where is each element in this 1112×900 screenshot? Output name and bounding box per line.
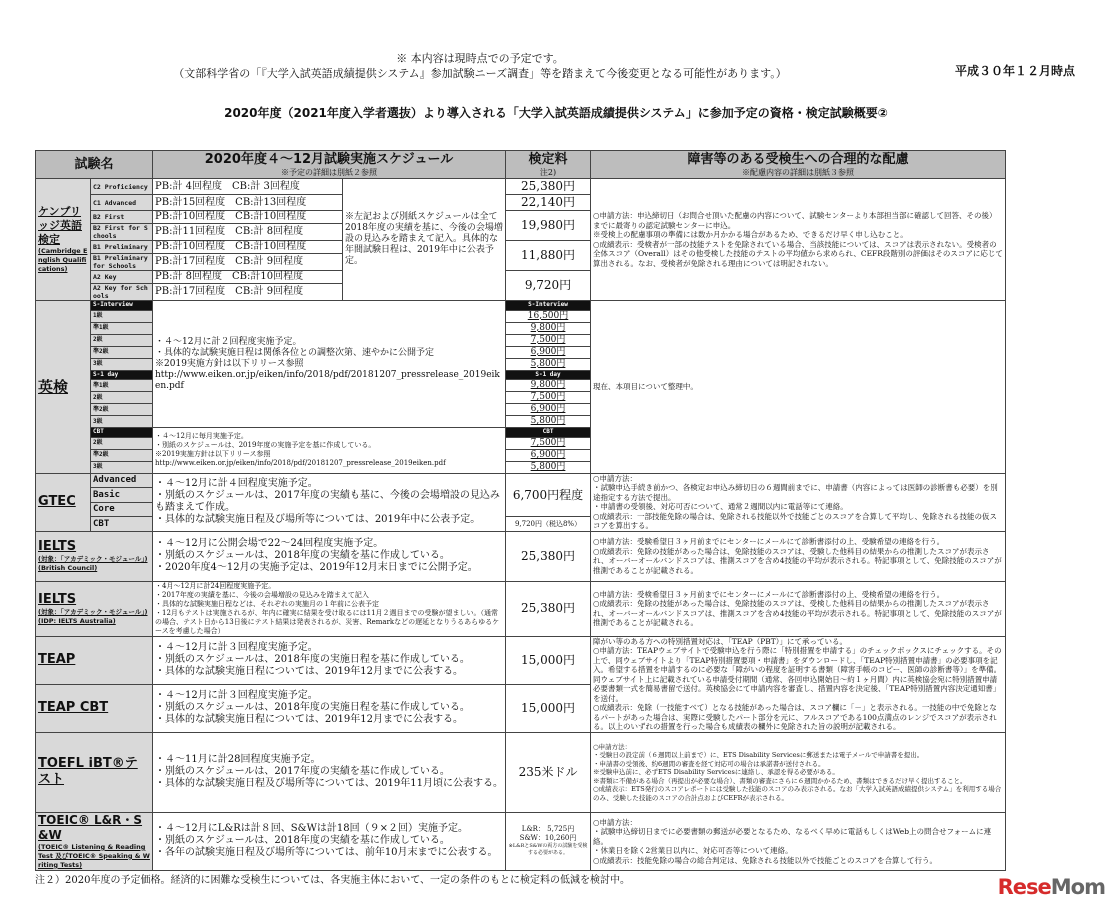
schedule-count: PB:計 4回程度 CB:計 3回程度 bbox=[153, 179, 343, 195]
fee-value: 22,140円 bbox=[506, 195, 591, 211]
exam-name-ielts_idp bbox=[36, 581, 153, 636]
exam-name-toeic bbox=[36, 812, 153, 870]
exam-name: 英検 bbox=[38, 377, 69, 396]
toefl.rules-line: ※書類に不備がある場合（再提出が必要な場合）、書類の審査にさらに６週間かかるため、書類はできるだけ早く提出すること。 bbox=[593, 776, 967, 785]
rules-cell bbox=[591, 581, 1006, 636]
fee-lr: L&R： 5,725円 bbox=[521, 825, 575, 834]
document-title: 2020年度（2021年度入学者選抜）より導入される「大学入試英語成績提供システム」に参加予定の資格・検定試験概要② bbox=[224, 106, 888, 120]
ielts_bc.sched-line: ・４～12月に公開会場で22～24回程度実施予定。 bbox=[155, 538, 384, 550]
fee-cell: 15,000円 bbox=[506, 684, 591, 732]
level-label: 2級 bbox=[91, 437, 153, 449]
toefl.rules-line: ○成績表示：ETS発行のスコアレポートには受験した技能のスコアのみ表示される。なお「大学入試英語成績提供システム」を利用する場合のみ、受験した技能のスコアの合計点およびCEFRが表示される。 bbox=[593, 785, 1002, 802]
fee-value: 6,900円 bbox=[506, 449, 591, 461]
schedule-cell bbox=[153, 636, 506, 684]
level-label: A2 Key for Schools bbox=[91, 284, 153, 301]
ielts_bc.sched-line: ・別紙のスケジュールは、2018年度の実績を基に作成している。 bbox=[155, 550, 450, 562]
toefl.rules-line: ※受験申込前に、必ずETS Disability Servicesに連絡し、承認を得る必要がある。 bbox=[593, 768, 839, 777]
fee-cell: 25,380円 bbox=[506, 581, 591, 636]
level-label: 3級 bbox=[91, 416, 153, 428]
eiken.sched2-line: http://www.eiken.or.jp/eiken/info/2018/pdf/20181207_pressrelease_2019eiken.pdf bbox=[155, 459, 446, 468]
ielts_idp.sched-line: ・具体的な試験実施日程などは、それぞれの実施月の１年前に公表予定 bbox=[155, 599, 380, 608]
fee-value: 9,720円 bbox=[506, 271, 591, 301]
toefl.sched-line: ・具体的な試験実施日程及び場所等については、2019年11月頃に公表する。 bbox=[155, 778, 503, 790]
rules-cell bbox=[591, 531, 1006, 581]
table-row bbox=[36, 732, 1006, 812]
schedule-count: PB:計11回程度 CB:計 8回程度 bbox=[153, 224, 343, 241]
fee-note: 9,720円（税込8%） bbox=[506, 517, 591, 532]
exam-overview-table bbox=[35, 150, 1006, 871]
eiken.sched2-line: ※2019実施方針は以下リリース参照 bbox=[155, 450, 271, 459]
ielts_idp.rules-line: ○成績表示：免除の技能があった場合は、免除技能のスコアは、受検した他科目の結果からの推測したスコアが表示され、オーバーオールバンドスコアは、推測スコアを含め4技能の平均が表示される。特記事項として、免除技能のスコアが推測であることが記載される。 bbox=[593, 599, 1002, 628]
resemom-logo: ReseMom bbox=[997, 874, 1105, 899]
exam-name: IELTS bbox=[38, 591, 77, 607]
fee-sw: S&W：10,260円 bbox=[519, 834, 577, 843]
level-label: CBT bbox=[91, 517, 153, 532]
content-area bbox=[35, 150, 1105, 900]
schedule-cell bbox=[153, 812, 506, 870]
exam-name: TOEFL iBT®テスト bbox=[38, 756, 138, 788]
footer-row bbox=[35, 874, 1105, 900]
ielts_bc.rules-line: ○申請方法：受験希望日３ヶ月前までにセンターにメールにて診断書添付の上、受験希望の連絡を行う。 bbox=[593, 537, 945, 547]
exam-name-toefl bbox=[36, 732, 153, 812]
schedule-cell bbox=[153, 428, 506, 474]
schedule-count: PB:計 8回程度 CB:計10回程度 bbox=[153, 271, 343, 284]
footnote: 注２）2020年度の予定価格。経済的に困難な受検生については、各実施主体において、一定の条件のもとに検定料の低減を検討中。 bbox=[35, 874, 631, 886]
toeic.sched-line: ・４～12月にL&Rは計８回、S&Wは計18回（９×２回）実施予定。 bbox=[155, 823, 468, 835]
ielts_idp.rules-line: ○申請方法：受検希望日３ヶ月前までにセンターにメールにて診断書添付の上、受検希望の連絡を行う。 bbox=[593, 589, 945, 599]
rules-cell bbox=[591, 732, 1006, 812]
teap_rules-line: ○成績表示：免除（一技能すべて）となる技能があった場合は、スコア欄に「－」と表示される。一技能の中で免除となるパートがあった場合は、実際に受験したパート部分を元に、フルスコアである100点満点のレンジでスコアが表示される。以上のいずれの措置を行った場合も成績表の欄外に免除された旨の説明が記載される。 bbox=[593, 703, 997, 732]
toeic.rules-line: ○申請方法： bbox=[593, 817, 638, 827]
schedule-cell bbox=[153, 581, 506, 636]
table-row bbox=[36, 531, 1006, 581]
exam-name: TOEIC® L&R・S&W bbox=[38, 812, 143, 842]
fee-value: 25,380円 bbox=[506, 179, 591, 195]
fee-value: 5,800円 bbox=[506, 416, 591, 428]
gtec.sched-line: ・４～12月に計４回程度実施予定。 bbox=[155, 478, 318, 490]
table-row bbox=[36, 179, 1006, 195]
level-label: 準1級 bbox=[91, 322, 153, 334]
teap_cbt.sched-line: ・４～12月に計３回程度実施予定。 bbox=[155, 690, 318, 702]
fee-value: 6,700円程度 bbox=[506, 473, 591, 517]
toeic.rules-line: ・試験申込締切日までに必要書類の郵送が必要となるため、なるべく早めに電話もしくはWeb上の問合せフォームに連絡。 bbox=[593, 827, 992, 846]
header-exam-name: 試験名 bbox=[36, 151, 153, 179]
level-label: A2 Key bbox=[91, 271, 153, 284]
header-fee: 検定料 注2) bbox=[506, 151, 591, 179]
fee-value: 5,800円 bbox=[506, 358, 591, 370]
rules-cell: 現在、本項目について整理中。 bbox=[591, 301, 1006, 474]
schedule-note: ※左記および別紙スケジュールは全て2018年度の実績を基に、今後の会場増設の見込みを踏まえて記入。具体的な年間試験日程は、2019年中に公表予定。 bbox=[343, 179, 506, 301]
level-header: S-Interview bbox=[91, 301, 153, 311]
toefl.sched-line: ・４～11月に計28回程度実施予定。 bbox=[155, 754, 321, 766]
schedule-count: PB:計10回程度 CB:計10回程度 bbox=[153, 211, 343, 224]
exam-name-sub: (TOEIC® Listening & Reading Test 及びTOEIC® Speaking & Writing Tests) bbox=[38, 842, 150, 869]
ielts_idp.sched-line: ・12月もテストは実施されるが、年内に確実に結果を受け取るには11月２週目までの受験が望ましい。（通常の場合、テスト日から13日後にテスト結果は発表されるが、災害、Remarkなどの遅延となりうるあらゆるケースを考慮した場合） bbox=[155, 608, 500, 635]
notice-line-1: ※ 本内容は現時点での予定です。 bbox=[396, 52, 564, 65]
gtec.rules-line: ○成績表示：一部技能免除の場合は、免除される技能以外で技能ごとのスコアを合算して平均し、免除される技能の仮スコアを算出する。 bbox=[593, 511, 998, 531]
table-row bbox=[36, 473, 1006, 488]
level-label: 1級 bbox=[91, 310, 153, 322]
level-header: CBT bbox=[91, 428, 153, 438]
header-schedule: 2020年度４～12月試験実施スケジュール ※予定の詳細は別紙２参照 bbox=[153, 151, 506, 179]
schedule-cell bbox=[153, 531, 506, 581]
fee-cell: 15,000円 bbox=[506, 636, 591, 684]
schedule-cell bbox=[153, 732, 506, 812]
table-row bbox=[36, 301, 1006, 311]
toefl.rules-line: ・申請書の受領後、約6週間の審査を経て対応可の場合は承諾書が送付される。 bbox=[593, 759, 825, 768]
gtec.sched-line: ・別紙のスケジュールは、2017年度の実績も基に、今後の会場増設の見込みも踏まえて作成。 bbox=[155, 490, 500, 514]
exam-name: IELTS bbox=[38, 539, 77, 555]
table-row bbox=[36, 636, 1006, 684]
gtec.rules-line: ・試験申込手続き前かつ、各検定お申込み締切日の６週間前までに、申請書（内容によっては医師の診断書も必要）を別途指定する方法で提出。 bbox=[593, 483, 998, 502]
level-label: B1 Preliminary for Schools bbox=[91, 254, 153, 271]
rules-cell bbox=[591, 812, 1006, 870]
exam-name: TEAP bbox=[38, 652, 76, 668]
teap_cbt.sched-line: ・別紙のスケジュールは、2018年度の実施日程を基に作成している。 bbox=[155, 702, 470, 714]
level-label: 2級 bbox=[91, 334, 153, 346]
fee-value: 7,500円 bbox=[506, 392, 591, 404]
teap.sched-line: ・具体的な試験実施日程については、2019年12月までに公表する。 bbox=[155, 666, 463, 678]
teap.sched-line: ・別紙のスケジュールは、2018年度の実施日程を基に作成している。 bbox=[155, 654, 470, 666]
level-label: C2 Proficiency bbox=[91, 179, 153, 195]
schedule-count: PB:計17回程度 CB:計 9回程度 bbox=[153, 284, 343, 301]
schedule-count: PB:計15回程度 CB:計13回程度 bbox=[153, 195, 343, 211]
eiken.sched1-line: ・具体的な試験実施日程は関係各位との調整次第、速やかに公開予定 bbox=[155, 347, 435, 358]
level-header: S-1 day bbox=[91, 370, 153, 380]
cambridge.rules-line: ○申請方法：申込締切日（お問合せ頂いた配慮の内容について、試験センターより本部担当部に確認して回答、その後）までに最寄りの認定試験センターに申込。 bbox=[593, 211, 997, 230]
level-label: 準2級 bbox=[91, 346, 153, 358]
fee-note: ※L&RとS&Wの両方の試験を受検する必要がある。 bbox=[508, 843, 588, 857]
level-label: B2 First for Schools bbox=[91, 224, 153, 241]
rules-cell bbox=[591, 636, 1006, 732]
eiken.sched1-line: ※2019実施方針は以下リリース参照 bbox=[155, 358, 304, 369]
table-row bbox=[36, 812, 1006, 870]
exam-name-sub: (Cambridge English Qualifications) bbox=[38, 247, 88, 273]
ielts_bc.sched-line: ・2020年度4～12月の実施予定は、2019年12月末日までに公開予定。 bbox=[155, 562, 478, 574]
exam-name-gtec bbox=[36, 473, 91, 531]
teap_rules-line: 障がい等のある方への特別措置対応は、「TEAP（PBT）」にて承っている。 bbox=[593, 636, 848, 646]
level-label: B1 Preliminary bbox=[91, 241, 153, 254]
ielts_idp.sched-line: ・2017年度の実績を基に、今後の会場増設の見込みを踏まえて記入 bbox=[155, 590, 369, 599]
fee-header: S-1 day bbox=[506, 370, 591, 380]
toeic.rules-line: ○成績表示：技能免除の場合の総合判定は、免除される技能以外で技能ごとのスコアを合算して行う。 bbox=[593, 855, 938, 865]
exam-name: TEAP CBT bbox=[38, 700, 109, 716]
eiken.sched1-line: ・４～12月に計２回程度実施予定。 bbox=[155, 336, 302, 347]
toefl.sched-line: ・別紙のスケジュールは、2017年度の実績を基に作成している。 bbox=[155, 766, 450, 778]
schedule-cell bbox=[153, 684, 506, 732]
teap_cbt.sched-line: ・具体的な試験実施日程については、2019年12月までに公表する。 bbox=[155, 714, 463, 726]
fee-value: 9,800円 bbox=[506, 322, 591, 334]
level-label: 準1級 bbox=[91, 380, 153, 392]
header-rules: 障害等のある受検生への合理的な配慮 ※配慮内容の詳細は別紙３参照 bbox=[591, 151, 1006, 179]
fee-cell: 25,380円 bbox=[506, 531, 591, 581]
toefl.rules-line: ○申請方法： bbox=[593, 742, 632, 751]
toeic.rules-line: ・休業日を除く2営業日以内に、対応可否等について連絡。 bbox=[593, 846, 793, 856]
fee-value: 19,980円 bbox=[506, 211, 591, 241]
eiken.sched1-line: http://www.eiken.or.jp/eiken/info/2018/pdf/20181207_pressrelease_2019eiken.pdf bbox=[155, 369, 500, 391]
toeic.sched-line: ・別紙のスケジュールは、2018年度の実績を基に作成している。 bbox=[155, 835, 450, 847]
toefl.rules-line: ・受験日の設定前（６週間以上前まで）に、ETS Disability Servicesに郵送または電子メールで申請書を提出。 bbox=[593, 751, 924, 760]
table-row bbox=[36, 581, 1006, 636]
level-label: C1 Advanced bbox=[91, 195, 153, 211]
fee-value: 6,900円 bbox=[506, 346, 591, 358]
exam-name-ielts_bc bbox=[36, 531, 153, 581]
exam-name-teap bbox=[36, 636, 153, 684]
toeic.sched-line: ・各年の試験実施日程及び場所等については、前年10月末までに公表する。 bbox=[155, 847, 498, 859]
ielts_idp.sched-line: ・4月～12月に計24回程度実施予定。 bbox=[155, 581, 276, 590]
teap.sched-line: ・４～12月に計３回程度実施予定。 bbox=[155, 642, 318, 654]
level-label: Advanced bbox=[91, 473, 153, 488]
fee-value: 11,880円 bbox=[506, 241, 591, 271]
schedule-count: PB:計17回程度 CB:計 9回程度 bbox=[153, 254, 343, 271]
level-label: Core bbox=[91, 502, 153, 517]
fee-value: 9,800円 bbox=[506, 380, 591, 392]
level-label: 準2級 bbox=[91, 449, 153, 461]
cambridge.rules-line: ※受検上の配慮事項の準備には数か月かかる場合があるため、できるだけ早く申し込むこと。 bbox=[593, 230, 908, 239]
exam-name-cambridge bbox=[36, 179, 91, 301]
schedule-cell bbox=[153, 301, 506, 428]
eiken.sched2-line: ・別紙のスケジュールは、2019年度の実施予定を基に作成している。 bbox=[155, 441, 376, 450]
level-label: B2 First bbox=[91, 211, 153, 224]
schedule-count: PB:計10回程度 CB:計10回程度 bbox=[153, 241, 343, 254]
ielts_bc.rules-line: ○成績表示：免除の技能があった場合は、免除技能のスコアは、受験した他科目の結果からの推測したスコアが表示され、オーバーオールバンドスコアは、推測スコアを含め4技能の平均が表示される。特記事項として、免除技能のスコアが推測であることが記載される。 bbox=[593, 546, 1002, 575]
fee-value: 6,900円 bbox=[506, 404, 591, 416]
level-label: Basic bbox=[91, 488, 153, 503]
schedule-cell bbox=[153, 473, 506, 531]
rules-cell bbox=[591, 473, 1006, 531]
level-label: 2級 bbox=[91, 392, 153, 404]
cambridge.rules-line: ○成績表示：受検者が一部の技能テストを免除されている場合、当該技能については、スコアは表示されない。受検者の全体スコア（Overall）はその他受検した技能のテストの平均値から求められ、CEFR段階別の評価はそのスコアに応じて算出される。なお、受検者が免除される理由については明記されない。 bbox=[593, 239, 1003, 268]
notice-line-2: （文部科学省の「『大学入試英語成績提供システム』参加試験ニーズ調査」等を踏まえて今後変更となる可能性があります。） bbox=[173, 67, 787, 80]
exam-name-sub: (IDP: IELTS Australia) bbox=[38, 616, 116, 625]
fee-value: 5,800円 bbox=[506, 461, 591, 473]
exam-name-sub: (対象：「アカデミック・モジュール」) bbox=[38, 607, 148, 616]
eiken.sched2-line: ・４～12月に毎月実施予定。 bbox=[155, 432, 248, 441]
exam-name-sub: (British Council) bbox=[38, 564, 98, 573]
gtec.rules-line: ○申請方法： bbox=[593, 473, 638, 483]
fee-cell bbox=[506, 812, 591, 870]
level-label: 準2級 bbox=[91, 404, 153, 416]
fee-cell: 235米ドル bbox=[506, 732, 591, 812]
fee-header: CBT bbox=[506, 428, 591, 438]
exam-name: ケンブリッジ英語検定 bbox=[38, 205, 82, 246]
exam-name-eiken bbox=[36, 301, 91, 474]
exam-name: GTEC bbox=[38, 494, 76, 510]
teap_rules-line: ○申請方法：TEAPウェブサイトで受験申込を行う際に「特別措置を申請する」のチェックボックスにチェックする。その上で、同ウェブサイトより「TEAP特別措置要項・申請書」をダウンロードし、「TEAP特別措置申請書」の必要事項を記入。希望する措置を申請するのに必要な「障がいの程度を証明する書類（障害手帳のコピー、医師の診断書等）」を準備。同ウェブサイト上に記載されている申請受付期間（通常、各回申込開始日～約１ヶ月間）内に英検協会宛に特別措置申請必要書類一式を簡易書留で送付。英検協会にて申請内容を審査し、措置内容を決定後、「TEAP特別措置内容決定通知書」を送付。 bbox=[593, 646, 1002, 703]
fee-value: 7,500円 bbox=[506, 437, 591, 449]
fee-value: 16,500円 bbox=[506, 310, 591, 322]
fee-header: S-Interview bbox=[506, 301, 591, 311]
gtec.rules-line: ・申請書の受領後、対応可否について、通常２週間以内に電話等にて連絡。 bbox=[593, 502, 848, 512]
level-label: 3級 bbox=[91, 358, 153, 370]
fee-value: 7,500円 bbox=[506, 334, 591, 346]
rules-cell bbox=[591, 179, 1006, 301]
exam-name-teap_cbt bbox=[36, 684, 153, 732]
exam-name-sub: (対象：「アカデミック・モジュール」) bbox=[38, 555, 148, 564]
level-label: 3級 bbox=[91, 461, 153, 473]
gtec.sched-line: ・具体的な試験実施日程及び場所等については、2019年中に公表予定。 bbox=[155, 514, 481, 526]
as-of-date: 平成３０年１２月時点 bbox=[955, 64, 1076, 78]
